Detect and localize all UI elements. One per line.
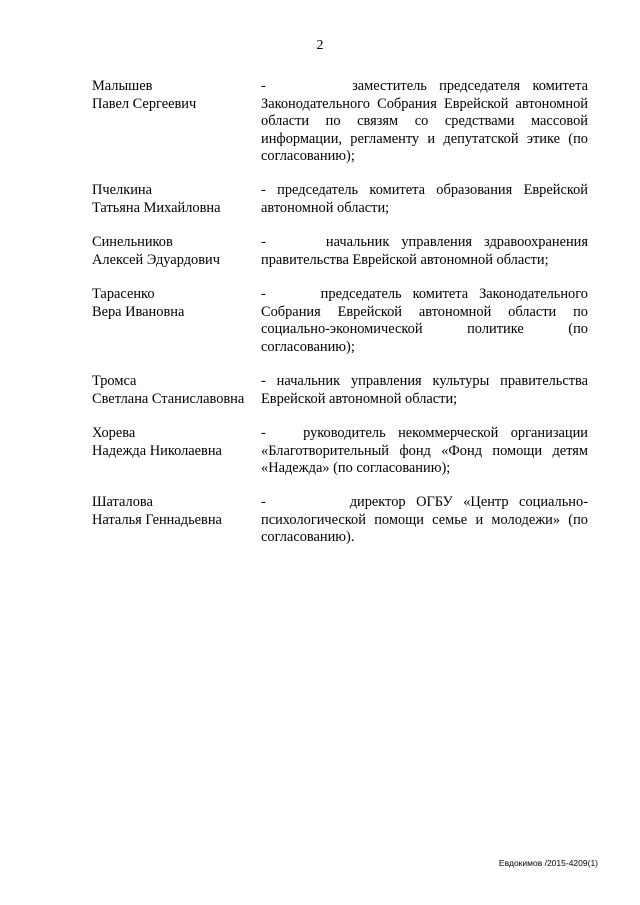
member-name: [92, 494, 257, 529]
member-given-names: Светлана Станиславовна: [92, 390, 245, 407]
member-role: - директор ОГБУ «Центр социально-психологической помощи семье и молодежи» (по согласованию).: [261, 494, 588, 545]
member-role: - председатель комитета образования Еврейской автономной области;: [261, 182, 588, 216]
member-name: [92, 286, 257, 321]
member-role: - начальник управления культуры правительства Еврейской автономной области;: [261, 373, 588, 407]
member-role: - заместитель председателя комитета Законодательного Собрания Еврейской автономной области по связям со средствами массовой информации, регламенту и депутатской этике (по согласованию);: [261, 78, 588, 164]
member-given-names: Алексей Эдуардович: [92, 251, 220, 268]
member-given-names: Вера Ивановна: [92, 303, 185, 320]
member-name: [92, 78, 257, 113]
member-name: [92, 425, 257, 460]
member-name: [92, 234, 257, 269]
member-given-names: Павел Сергеевич: [92, 95, 197, 112]
member-surname: Хорева: [92, 425, 136, 441]
member-role: - руководитель некоммерческой организации «Благотворительный фонд «Фонд помощи детям «Надежда» (по согласованию);: [261, 425, 588, 476]
member-surname: Шаталова: [92, 494, 153, 510]
page-number: 2: [316, 38, 324, 53]
footer-reference: Евдокимов /2015-4209(1): [498, 858, 598, 868]
member-given-names: Наталья Геннадьевна: [92, 511, 222, 528]
member-role: - начальник управления здравоохранения правительства Еврейской автономной области;: [261, 234, 588, 268]
member-surname: Малышев: [92, 78, 153, 94]
member-surname: Тромса: [92, 373, 137, 389]
member-surname: Тарасенко: [92, 286, 155, 302]
member-surname: Пчелкина: [92, 182, 152, 198]
member-given-names: Татьяна Михайловна: [92, 199, 221, 216]
member-name: [92, 182, 257, 217]
member-name: [92, 373, 257, 408]
member-surname: Синельников: [92, 234, 173, 250]
member-role: - председатель комитета Законодательного Собрания Еврейской автономной области по социально-экономической политике (по согласованию);: [261, 286, 588, 355]
member-given-names: Надежда Николаевна: [92, 442, 222, 459]
